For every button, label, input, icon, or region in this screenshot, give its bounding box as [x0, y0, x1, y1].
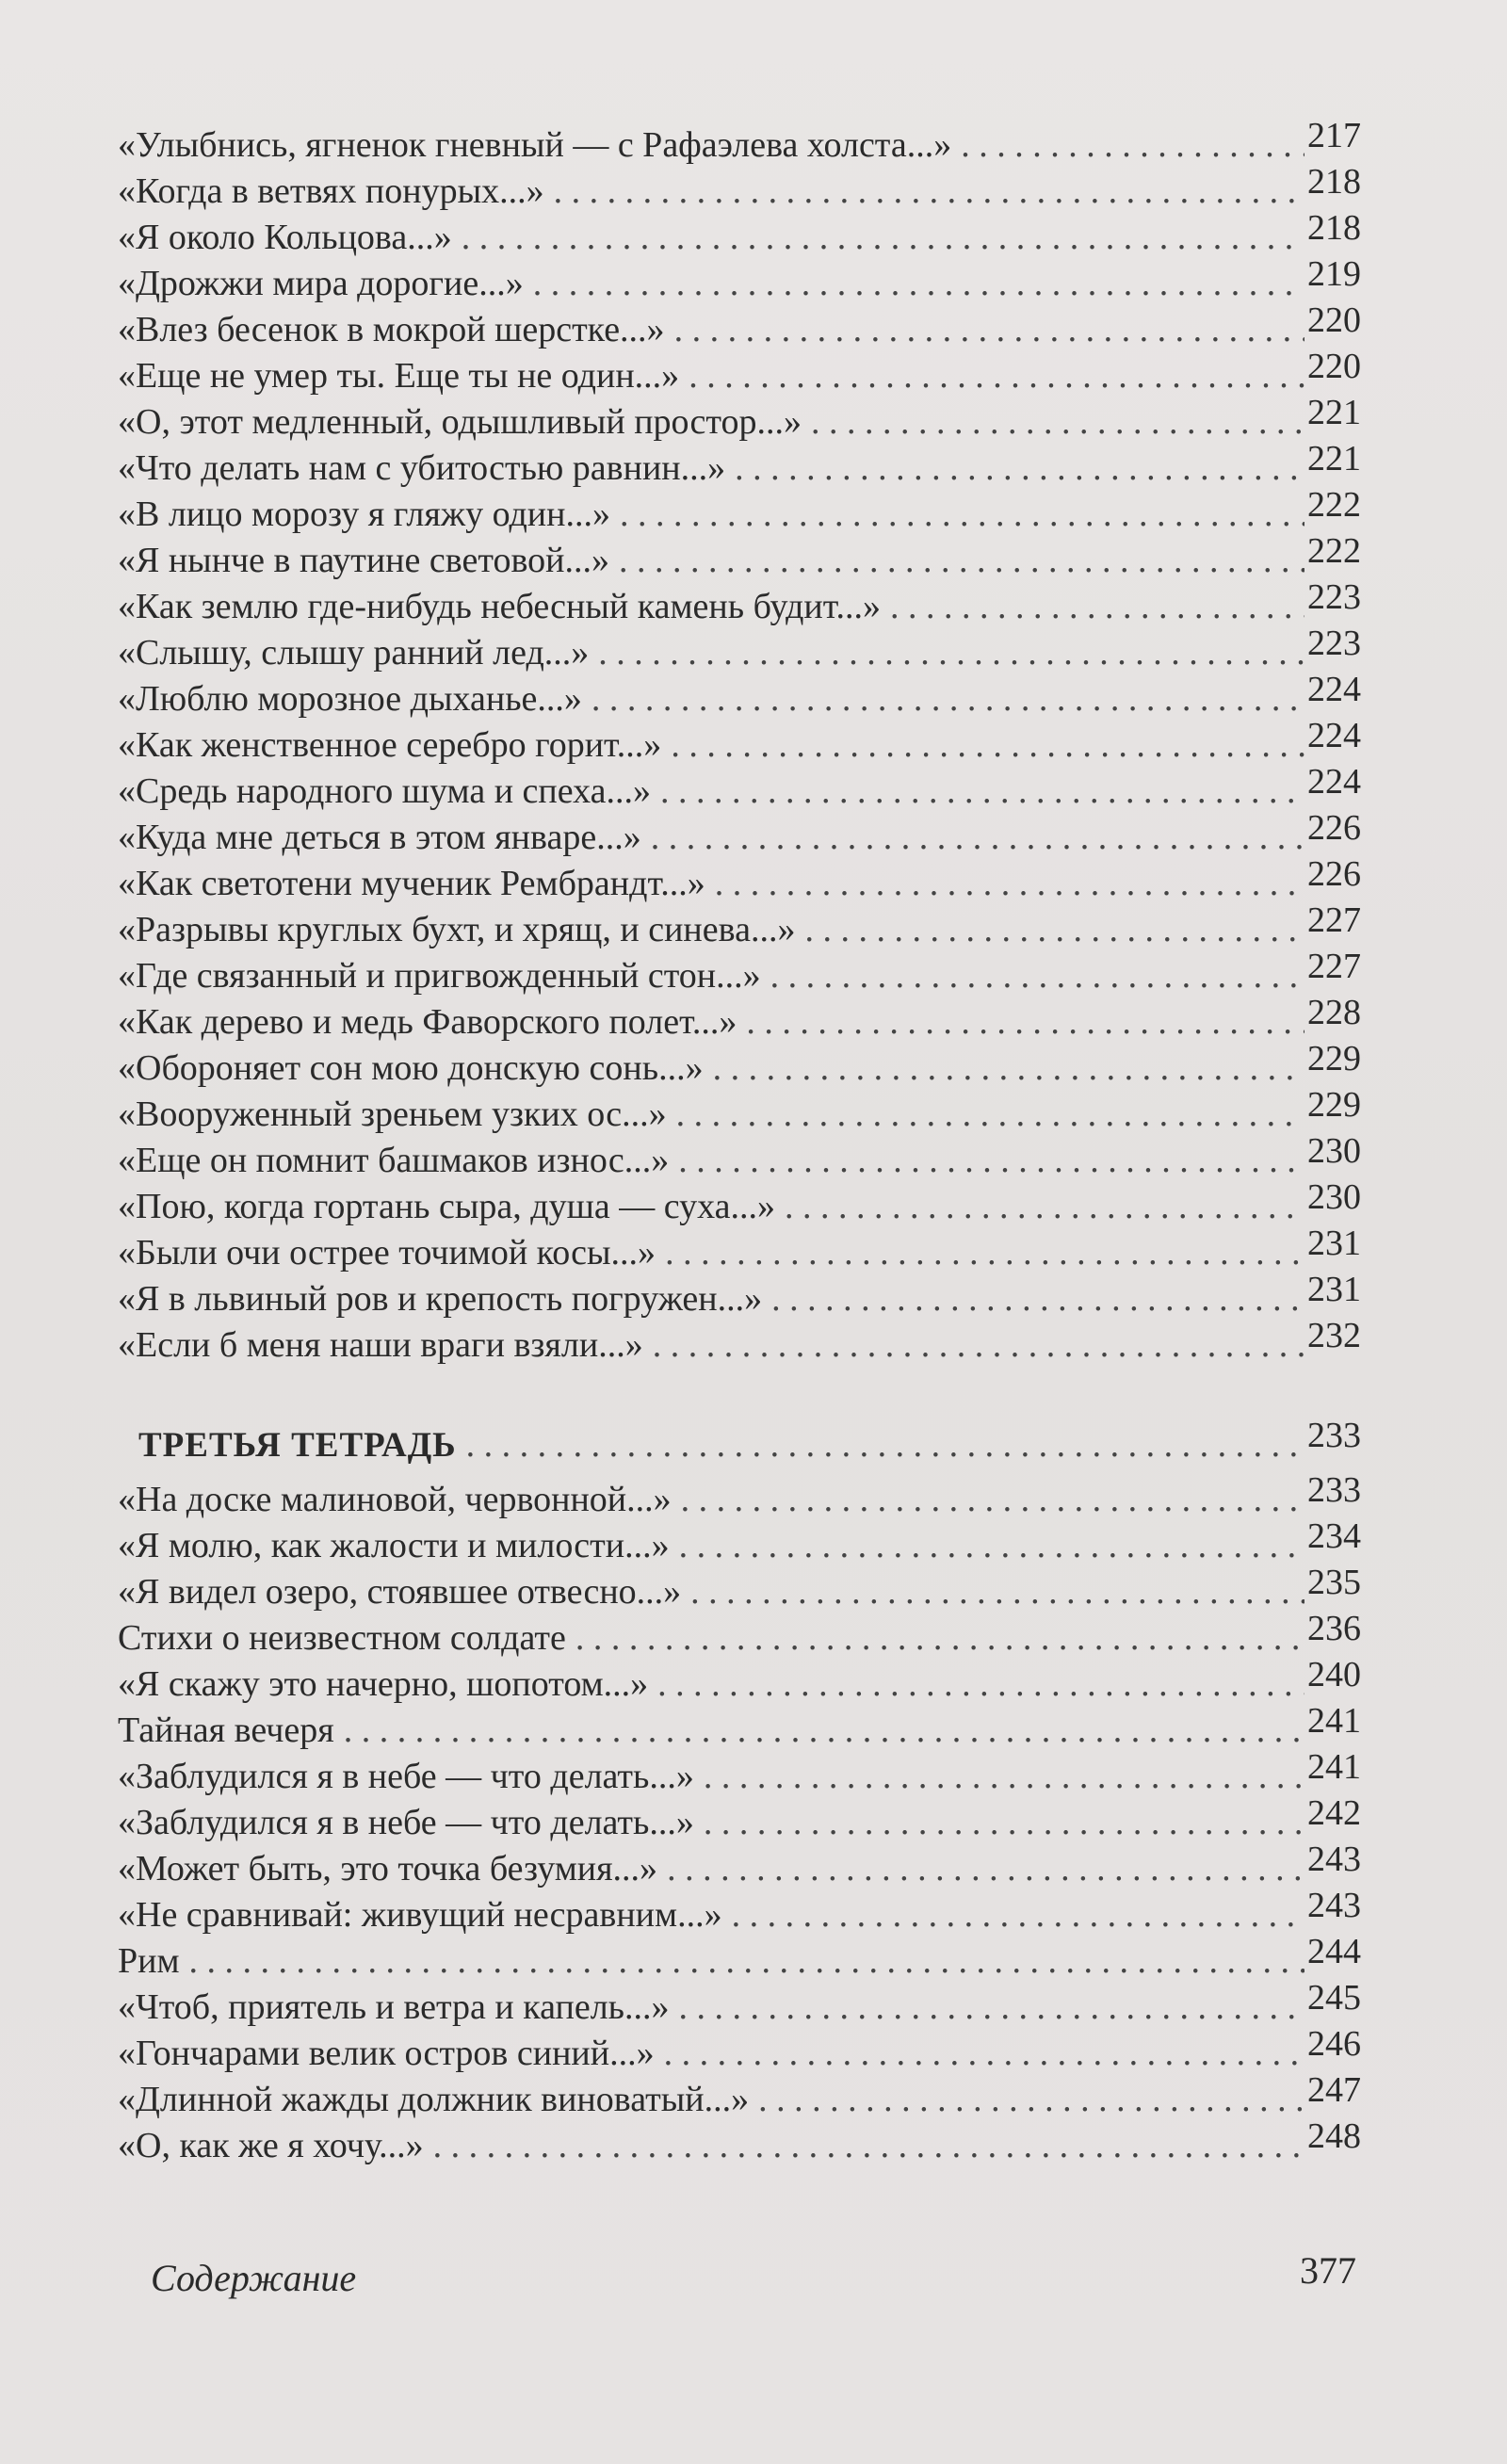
toc-entry — [118, 393, 1361, 446]
dot-leader — [669, 1138, 1304, 1184]
toc-entry — [118, 485, 1361, 538]
entry-title: «Средь народного шума и спеха...» — [118, 771, 651, 811]
entry-title: Стихи о неизвестном солдате — [118, 1618, 566, 1658]
toc-entry — [118, 624, 1361, 676]
dot-leader — [424, 2123, 1304, 2169]
entry-title: «Я скажу это начерно, шопотом...» — [118, 1664, 649, 1704]
entry-title: «Если б меня наши враги взяли...» — [118, 1325, 643, 1365]
dot-leader — [452, 215, 1304, 261]
dot-leader — [722, 1892, 1304, 1938]
entry-title: «Когда в ветвях понурых...» — [118, 171, 544, 211]
entry-title: «Как женственное серебро горит...» — [118, 725, 662, 765]
dot-leader — [705, 861, 1304, 907]
dot-leader — [643, 1322, 1304, 1369]
dot-leader — [610, 492, 1304, 538]
entry-page-number: 240 — [1307, 1655, 1361, 1694]
dot-leader — [681, 1569, 1304, 1615]
entry-page-number: 226 — [1307, 854, 1361, 894]
toc-entry — [118, 2070, 1361, 2123]
entry-page-number: 236 — [1307, 1609, 1361, 1648]
entry-page-number: 224 — [1307, 762, 1361, 802]
entry-title: «Я нынче в паутине световой...» — [118, 541, 609, 580]
dot-leader — [524, 261, 1304, 307]
toc-entry — [118, 1316, 1361, 1369]
dot-leader — [655, 2031, 1304, 2077]
dot-leader — [761, 953, 1304, 999]
entry-title: «Где связанный и пригвожденный стон...» — [118, 956, 761, 996]
dot-leader — [657, 1846, 1304, 1892]
entry-page-number: 244 — [1307, 1932, 1361, 1971]
toc-entry — [118, 1793, 1361, 1846]
toc-entry — [118, 2116, 1361, 2169]
toc-entry — [118, 1655, 1361, 1708]
entry-title: «Я в львиный ров и крепость погружен...» — [118, 1279, 763, 1319]
dot-leader — [609, 538, 1304, 584]
entry-page-number: 235 — [1307, 1563, 1361, 1602]
toc-entry — [118, 1177, 1361, 1230]
entry-title: «Я видел озеро, стоявшее отвесно...» — [118, 1572, 682, 1612]
toc-entry — [118, 1470, 1361, 1523]
toc-entry — [118, 716, 1361, 769]
toc-entry — [118, 670, 1361, 722]
entry-page-number: 233 — [1307, 1470, 1361, 1510]
dot-leader — [704, 1046, 1304, 1092]
dot-leader — [670, 1523, 1304, 1569]
dot-leader — [749, 2077, 1304, 2123]
entry-title: «Как дерево и медь Фаворского полет...» — [118, 1002, 737, 1042]
toc-entry — [118, 808, 1361, 861]
entry-title: «Чтоб, приятель и ветра и капель...» — [118, 1987, 670, 2027]
toc-entry — [118, 1701, 1361, 1754]
toc-entry — [118, 900, 1361, 953]
entry-page-number: 224 — [1307, 716, 1361, 755]
entry-page-number: 227 — [1307, 947, 1361, 986]
entry-title: «Я молю, как жалости и милости...» — [118, 1526, 670, 1565]
entry-page-number: 218 — [1307, 162, 1361, 202]
entry-page-number: 221 — [1307, 393, 1361, 432]
entry-title: «Разрывы круглых бухт, и хрящ, и синева...» — [118, 910, 796, 949]
dot-leader — [661, 722, 1304, 769]
entry-title: «Обороняет сон мою донскую сонь...» — [118, 1048, 704, 1088]
dot-leader — [589, 630, 1304, 676]
dot-leader — [725, 446, 1304, 492]
entry-title: «Заблудился я в небе — что делать...» — [118, 1757, 694, 1796]
dot-leader — [694, 1800, 1304, 1846]
dot-leader — [775, 1184, 1304, 1230]
entry-page-number: 219 — [1307, 254, 1361, 294]
toc-entry — [118, 1516, 1361, 1569]
entry-page-number: 220 — [1307, 300, 1361, 340]
entry-title: «Слышу, слышу ранний лед...» — [118, 633, 590, 673]
entry-title: «Дрожжи мира дорогие...» — [118, 264, 524, 303]
dot-leader — [802, 399, 1304, 446]
entry-page-number: 222 — [1307, 531, 1361, 571]
entry-page-number: 231 — [1307, 1270, 1361, 1309]
toc-entry — [118, 577, 1361, 630]
entry-title: «О, как же я хочу...» — [118, 2126, 424, 2165]
toc-entry — [118, 1131, 1361, 1184]
toc-entry — [118, 347, 1361, 399]
entry-page-number: 226 — [1307, 808, 1361, 848]
entry-title: «Влез бесенок в мокрой шерстке...» — [118, 310, 665, 349]
toc-entry — [118, 1978, 1361, 2031]
entry-title: «Люблю морозное дыханье...» — [118, 679, 582, 719]
entry-title: «Не сравнивай: живущий несравним...» — [118, 1895, 722, 1935]
section-page-number: 233 — [1307, 1416, 1361, 1455]
entry-page-number: 245 — [1307, 1978, 1361, 2018]
entry-page-number: 228 — [1307, 993, 1361, 1032]
toc-entry — [118, 208, 1361, 261]
dot-leader — [544, 169, 1304, 215]
entry-page-number: 232 — [1307, 1316, 1361, 1355]
dot-leader — [566, 1615, 1304, 1662]
toc-part-1 — [118, 116, 1361, 1369]
dot-leader — [670, 1985, 1305, 2031]
entry-title: «Вооруженный зреньем узких ос...» — [118, 1094, 667, 1134]
dot-leader — [737, 999, 1304, 1046]
toc-entry — [118, 2024, 1361, 2077]
section-gap — [118, 1369, 1361, 1422]
page-number: 377 — [1300, 2249, 1356, 2292]
entry-page-number: 243 — [1307, 1886, 1361, 1925]
entry-page-number: 229 — [1307, 1085, 1361, 1125]
entry-page-number: 222 — [1307, 485, 1361, 525]
entry-page-number: 217 — [1307, 116, 1361, 155]
entry-page-number: 230 — [1307, 1131, 1361, 1171]
dot-leader — [672, 1477, 1304, 1523]
entry-title: Рим — [118, 1941, 180, 1981]
entry-page-number: 234 — [1307, 1516, 1361, 1556]
entry-title: «Как землю где-нибудь небесный камень будит...» — [118, 587, 881, 626]
entry-title: «Улыбнись, ягненок гневный — с Рафаэлева холста...» — [118, 125, 952, 165]
toc-entry — [118, 993, 1361, 1046]
entry-page-number: 218 — [1307, 208, 1361, 248]
entry-title: «Были очи острее точимой косы...» — [118, 1233, 656, 1273]
entry-title: «Может быть, это точка безумия...» — [118, 1849, 658, 1889]
dot-leader — [457, 1422, 1304, 1468]
entry-page-number: 242 — [1307, 1793, 1361, 1833]
dot-leader — [334, 1708, 1304, 1754]
page-footer — [151, 2249, 1356, 2312]
toc-entry — [118, 1609, 1361, 1662]
toc-entry — [118, 254, 1361, 307]
entry-page-number: 223 — [1307, 577, 1361, 617]
entry-title: «На доске малиновой, червонной...» — [118, 1480, 672, 1519]
toc-entry — [118, 1563, 1361, 1615]
entry-page-number: 248 — [1307, 2116, 1361, 2156]
toc-entry — [118, 116, 1361, 169]
entry-title: «Я около Кольцова...» — [118, 218, 452, 257]
entry-page-number: 246 — [1307, 2024, 1361, 2064]
entry-title: «Еще он помнит башмаков износ...» — [118, 1141, 670, 1180]
entry-page-number: 223 — [1307, 624, 1361, 663]
toc-entry — [118, 439, 1361, 492]
entry-page-number: 227 — [1307, 900, 1361, 940]
entry-title: «В лицо морозу я гляжу один...» — [118, 494, 610, 534]
dot-leader — [180, 1938, 1304, 1985]
entry-title: Тайная вечеря — [118, 1710, 334, 1750]
entry-title: «Заблудился я в небе — что делать...» — [118, 1803, 694, 1842]
toc-part-2 — [118, 1470, 1361, 2169]
dot-leader — [641, 815, 1304, 861]
toc-entry — [118, 531, 1361, 584]
entry-page-number: 231 — [1307, 1224, 1361, 1263]
dot-leader — [648, 1662, 1304, 1708]
entry-page-number: 220 — [1307, 347, 1361, 386]
dot-leader — [651, 769, 1304, 815]
entry-title: «Длинной жажды должник виноватый...» — [118, 2080, 750, 2119]
dot-leader — [795, 907, 1304, 953]
toc-entry — [118, 1224, 1361, 1276]
entry-title: «О, этот медленный, одышливый простор...» — [118, 402, 802, 442]
entry-page-number: 243 — [1307, 1840, 1361, 1879]
toc-entry — [118, 947, 1361, 999]
dot-leader — [665, 307, 1304, 353]
section-title: ТРЕТЬЯ ТЕТРАДЬ — [138, 1426, 457, 1465]
entry-page-number: 221 — [1307, 439, 1361, 478]
entry-title: «Еще не умер ты. Еще ты не один...» — [118, 356, 680, 396]
dot-leader — [656, 1230, 1304, 1276]
entry-title: «Гончарами велик остров синий...» — [118, 2034, 655, 2073]
toc-entry — [118, 854, 1361, 907]
dot-leader — [679, 353, 1304, 399]
dot-leader — [582, 676, 1304, 722]
entry-title: «Что делать нам с убитостью равнин...» — [118, 448, 726, 488]
entry-page-number: 229 — [1307, 1039, 1361, 1078]
entry-title: «Пою, когда гортань сыра, душа — суха...» — [118, 1187, 775, 1226]
table-of-contents — [118, 116, 1361, 2169]
section-heading — [118, 1416, 1361, 1477]
entry-title: «Как светотени мученик Рембрандт...» — [118, 864, 705, 903]
dot-leader — [881, 584, 1304, 630]
toc-entry — [118, 1747, 1361, 1800]
dot-leader — [667, 1092, 1304, 1138]
toc-entry — [118, 162, 1361, 215]
entry-page-number: 247 — [1307, 2070, 1361, 2110]
entry-page-number: 230 — [1307, 1177, 1361, 1217]
toc-entry — [118, 1886, 1361, 1938]
entry-page-number: 241 — [1307, 1747, 1361, 1787]
toc-entry — [118, 300, 1361, 353]
toc-entry — [118, 1085, 1361, 1138]
running-title: Содержание — [151, 2257, 357, 2299]
toc-entry — [118, 1840, 1361, 1892]
toc-entry — [118, 762, 1361, 815]
dot-leader — [694, 1754, 1304, 1800]
entry-page-number: 241 — [1307, 1701, 1361, 1741]
entry-title: «Куда мне деться в этом январе...» — [118, 818, 641, 857]
dot-leader — [951, 122, 1304, 169]
toc-entry — [118, 1932, 1361, 1985]
toc-entry — [118, 1270, 1361, 1322]
entry-page-number: 224 — [1307, 670, 1361, 709]
toc-entry — [118, 1039, 1361, 1092]
dot-leader — [762, 1276, 1304, 1322]
